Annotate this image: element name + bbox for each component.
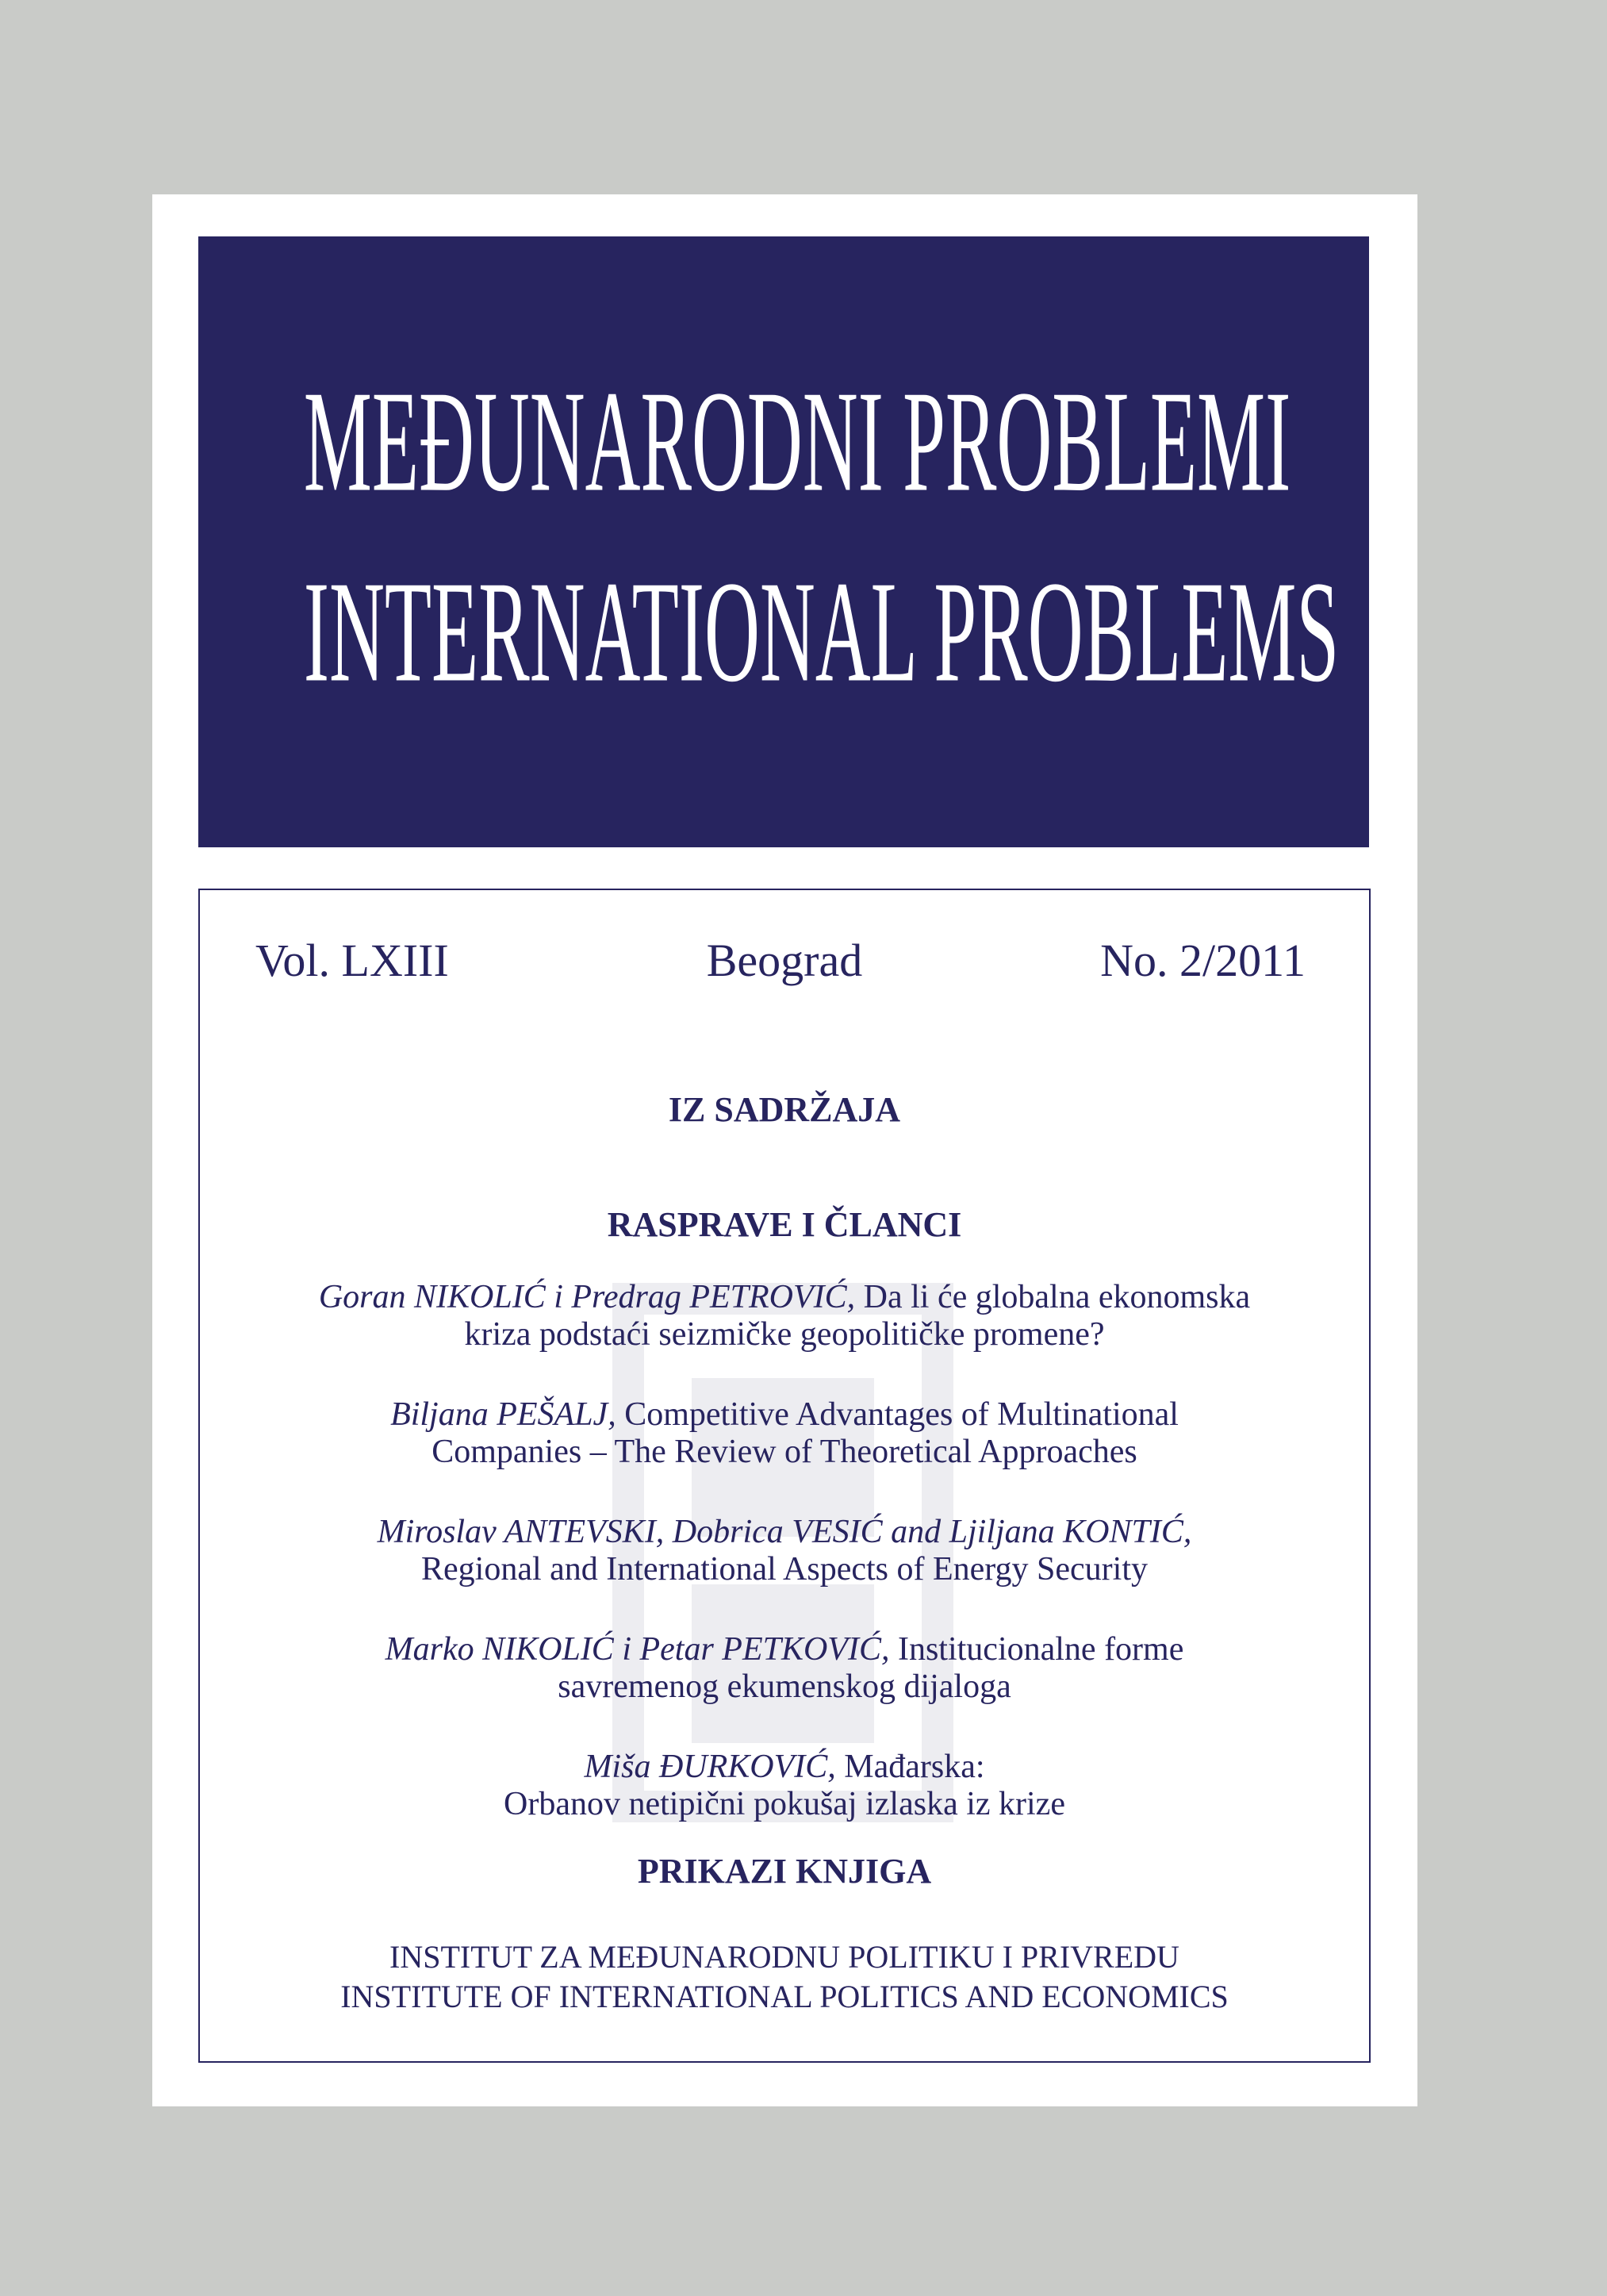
article-line [200, 1279, 1369, 1316]
article-line [200, 1631, 1369, 1668]
article-line [200, 1396, 1369, 1434]
article-title-part: Institucionalne forme [889, 1631, 1184, 1668]
publication-city: Beograd [706, 935, 863, 986]
issue-number: No. 2/2011 [1100, 935, 1306, 986]
section-heading-book-reviews: PRIKAZI KNJIGA [637, 1852, 932, 1891]
article-entry [200, 1279, 1369, 1353]
contents-frame [198, 889, 1371, 2063]
contents-heading: IZ SADRŽAJA [668, 1090, 901, 1129]
article-authors: Miroslav ANTEVSKI, Dobrica VESIĆ and Ljiljana KONTIĆ, [377, 1514, 1192, 1550]
article-title-part: savremenog ekumenskog dijaloga [558, 1668, 1011, 1705]
article-authors: Miša ĐURKOVIĆ, [584, 1749, 836, 1785]
article-title-part: Regional and International Aspects of Energy Security [421, 1551, 1148, 1588]
article-authors: Goran NIKOLIĆ i Predrag PETROVIĆ, [318, 1279, 856, 1315]
publisher-name-english: INSTITUTE OF INTERNATIONAL POLITICS AND ECONOMICS [340, 1979, 1229, 2014]
article-line [200, 1514, 1369, 1551]
journal-title-serbian: MEĐUNARODNI PROBLEMI [303, 360, 1291, 522]
article-authors: Biljana PEŠALJ, [390, 1396, 616, 1433]
section-heading-articles: RASPRAVE I ČLANCI [607, 1205, 962, 1244]
title-block [198, 236, 1369, 847]
article-entry [200, 1749, 1369, 1823]
journal-cover [152, 194, 1417, 2106]
article-authors: Marko NIKOLIĆ i Petar PETKOVIĆ, [385, 1631, 890, 1668]
journal-title-english: INTERNATIONAL PROBLEMS [303, 551, 1340, 712]
publisher-name-serbian: INSTITUT ZA MEĐUNARODNU POLITIKU I PRIVREDU [389, 1939, 1179, 1975]
article-title-part: Competitive Advantages of Multinational [616, 1396, 1179, 1433]
article-title-part: Da li će globalna ekonomska [855, 1279, 1251, 1315]
article-entry [200, 1514, 1369, 1588]
article-title-part: Orbanov netipični pokušaj izlaska iz krize [504, 1786, 1065, 1822]
article-title-part: Companies – The Review of Theoretical Approaches [431, 1434, 1137, 1470]
article-title-part: kriza podstaći seizmičke geopolitičke promene? [464, 1316, 1105, 1353]
article-title-part: Mađarska: [835, 1749, 985, 1785]
article-entry [200, 1396, 1369, 1471]
volume-number: Vol. LXIII [255, 935, 449, 986]
article-entry [200, 1631, 1369, 1706]
article-line [200, 1749, 1369, 1786]
